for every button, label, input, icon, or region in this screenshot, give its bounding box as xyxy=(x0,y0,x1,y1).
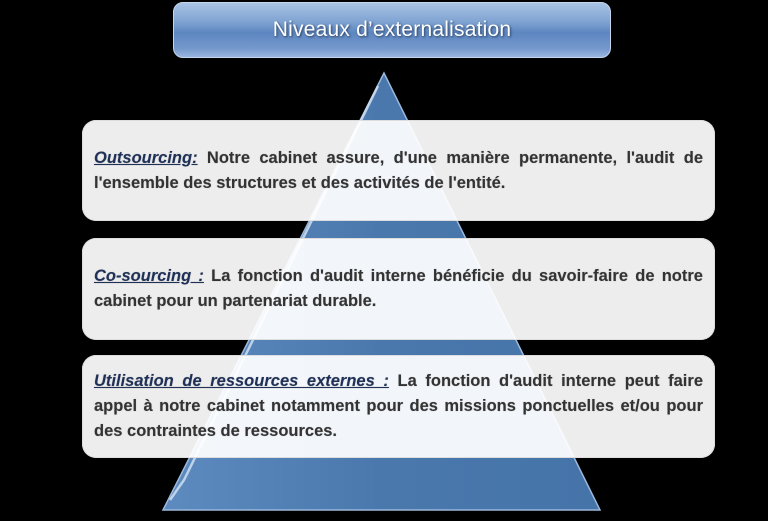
diagram-title: Niveaux d’externalisation xyxy=(272,18,512,41)
level-term: Utilisation de ressources externes : xyxy=(94,372,389,390)
level-card-cosourcing xyxy=(82,238,715,340)
level-description xyxy=(94,369,703,444)
level-description xyxy=(94,146,703,196)
level-card-outsourcing xyxy=(82,120,715,221)
level-description xyxy=(94,264,703,314)
level-card-external-resources xyxy=(82,355,715,458)
level-term: Co-sourcing : xyxy=(94,267,204,285)
level-text: La fonction d'audit interne bénéficie du savoir-faire de notre cabinet pour un partenariat durable. xyxy=(94,267,703,310)
level-text: La fonction d'audit interne peut faire appel à notre cabinet notamment pour des missions ponctuelles et/ou pour des contraintes de ressources. xyxy=(94,372,703,440)
level-term: Outsourcing: xyxy=(94,148,198,167)
level-text: Notre cabinet assure, d'une manière permanente, l'audit de l'ensemble des structures et des activités de l'entité. xyxy=(94,148,703,192)
